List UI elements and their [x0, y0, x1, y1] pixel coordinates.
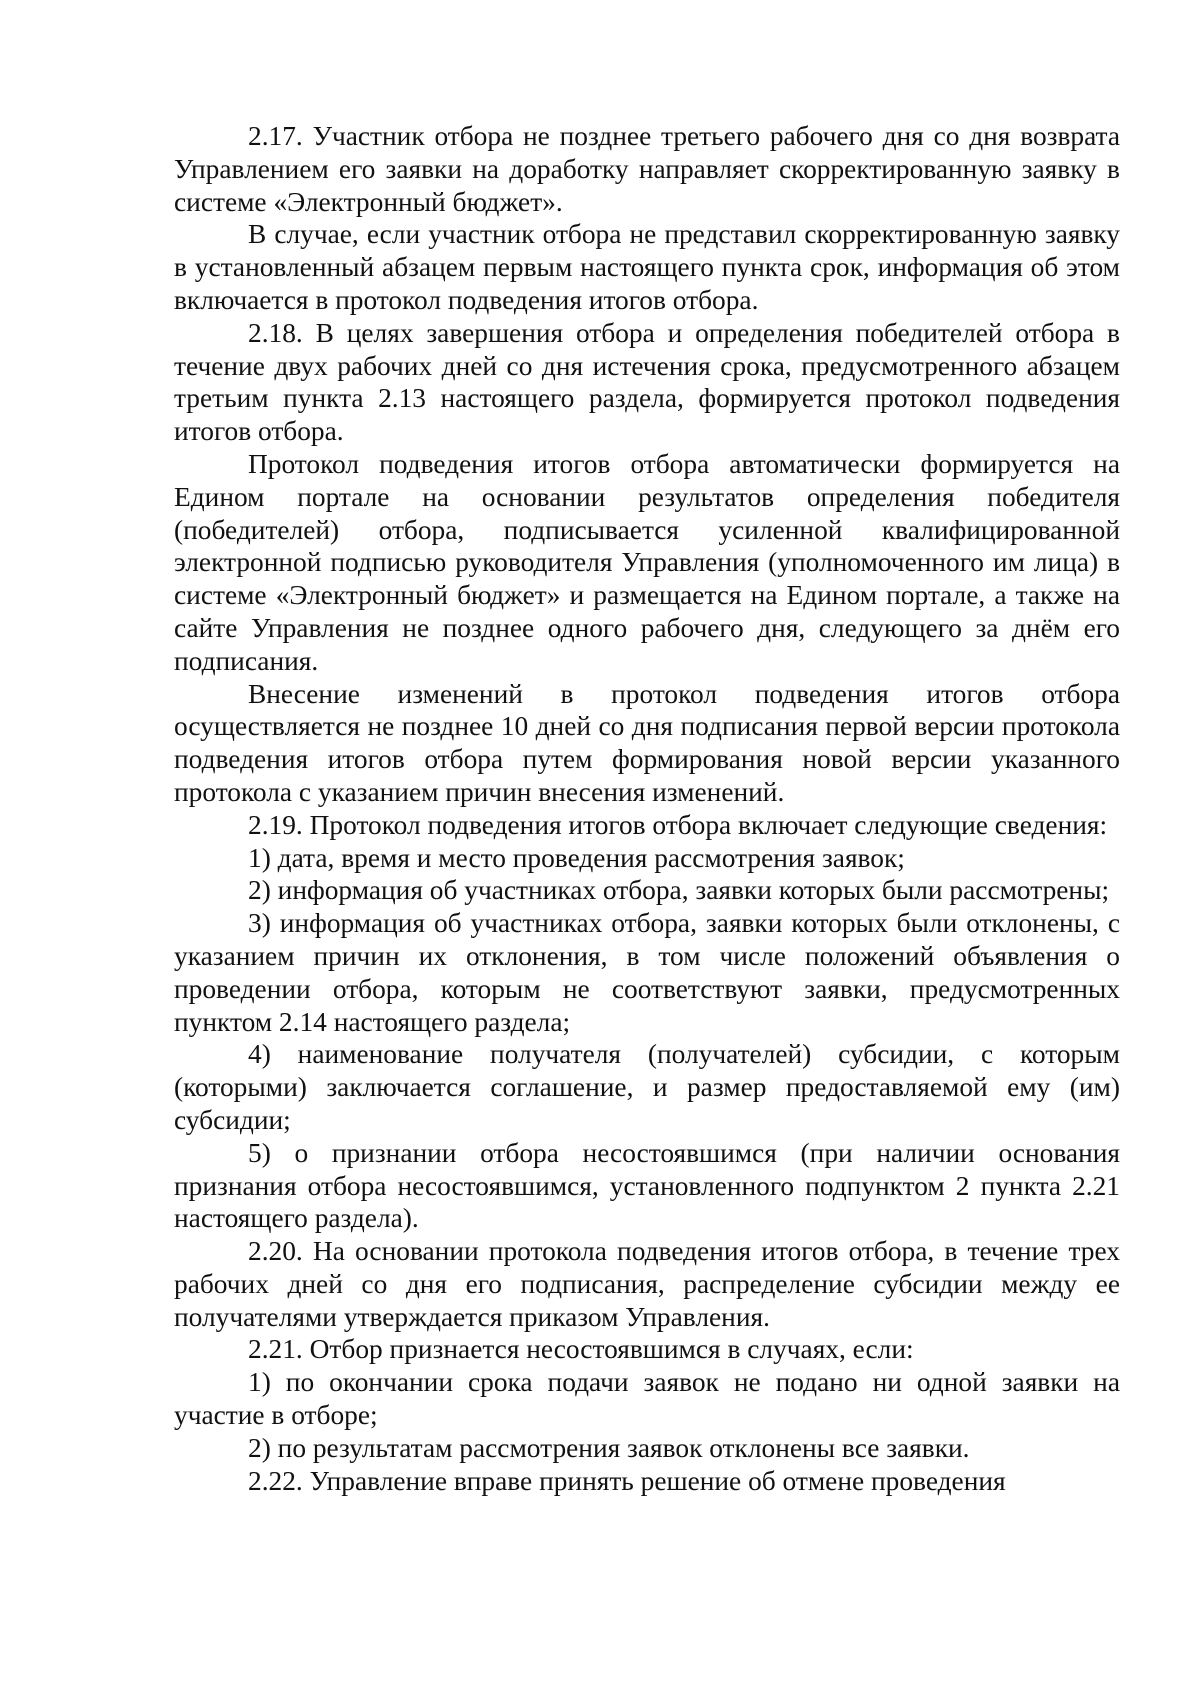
list-item-2-21-2: 2) по результатам рассмотрения заявок отклонены все заявки. — [248, 1432, 970, 1463]
document-body — [174, 120, 1120, 1497]
paragraph-2-17-note: В случае, если участник отбора не представил скорректированную заявку в установленный абзацем первым настоящего пункта срок, информация об этом включается в протокол подведения итогов отбора. — [174, 219, 1120, 315]
list-item-3: 3) информация об участниках отбора, заявки которых были отклонены, с указанием причин их отклонения, в том числе положений объявления о проведении отбора, которым не соответствуют заявки, предусмотренных пунктом 2.14 настоящего раздела; — [174, 908, 1120, 1037]
list-item-1: 1) дата, время и место проведения рассмотрения заявок; — [248, 842, 905, 873]
paragraph-protocol-changes: Внесение изменений в протокол подведения итогов отбора осуществляется не позднее 10 дней со дня подписания первой версии протокола подведения итогов отбора путем формирования новой версии указанного протокола с указанием причин внесения изменений. — [174, 678, 1120, 807]
paragraph-2-21: 2.21. Отбор признается несостоявшимся в случаях, если: — [248, 1334, 914, 1365]
paragraph-protocol-formation: Протокол подведения итогов отбора автоматически формируется на Едином портале на основании результатов определения победителя (победителей) отбора, подписывается усиленной квалифицированной электронной подписью руководителя Управления (уполномоченного им лица) в системе «Электронный бюджет» и размещается на Едином портале, а также на сайте Управления не позднее одного рабочего дня, следующего за днём его подписания. — [174, 448, 1120, 676]
paragraph-2-19: 2.19. Протокол подведения итогов отбора включает следующие сведения: — [248, 809, 1108, 840]
list-item-4: 4) наименование получателя (получателей) субсидии, с которым (которыми) заключается соглашение, и размер предоставляемой ему (им) субсидии; — [174, 1039, 1120, 1135]
list-item-2-21-1: 1) по окончании срока подачи заявок не подано ни одной заявки на участие в отборе; — [174, 1367, 1120, 1431]
list-item-2: 2) информация об участниках отбора, заявки которых были рассмотрены; — [248, 875, 1110, 906]
paragraph-2-18: 2.18. В целях завершения отбора и определения победителей отбора в течение двух рабочих дней со дня истечения срока, предусмотренного абзацем третьим пункта 2.13 настоящего раздела, формируется протокол подведения итогов отбора. — [174, 317, 1120, 447]
paragraph-2-20: 2.20. На основании протокола подведения итогов отбора, в течение трех рабочих дней со дня его подписания, распределение субсидии между ее получателями утверждается приказом Управления. — [174, 1236, 1120, 1332]
list-item-5: 5) о признании отбора несостоявшимся (при наличии основания признания отбора несостоявшимся, установленного подпунктом 2 пункта 2.21 настоящего раздела). — [174, 1137, 1120, 1234]
paragraph-2-17: 2.17. Участник отбора не позднее третьего рабочего дня со дня возврата Управлением его заявки на доработку направляет скорректированную заявку в системе «Электронный бюджет». — [174, 121, 1120, 217]
paragraph-2-22: 2.22. Управление вправе принять решение об отмене проведения — [248, 1465, 1006, 1496]
